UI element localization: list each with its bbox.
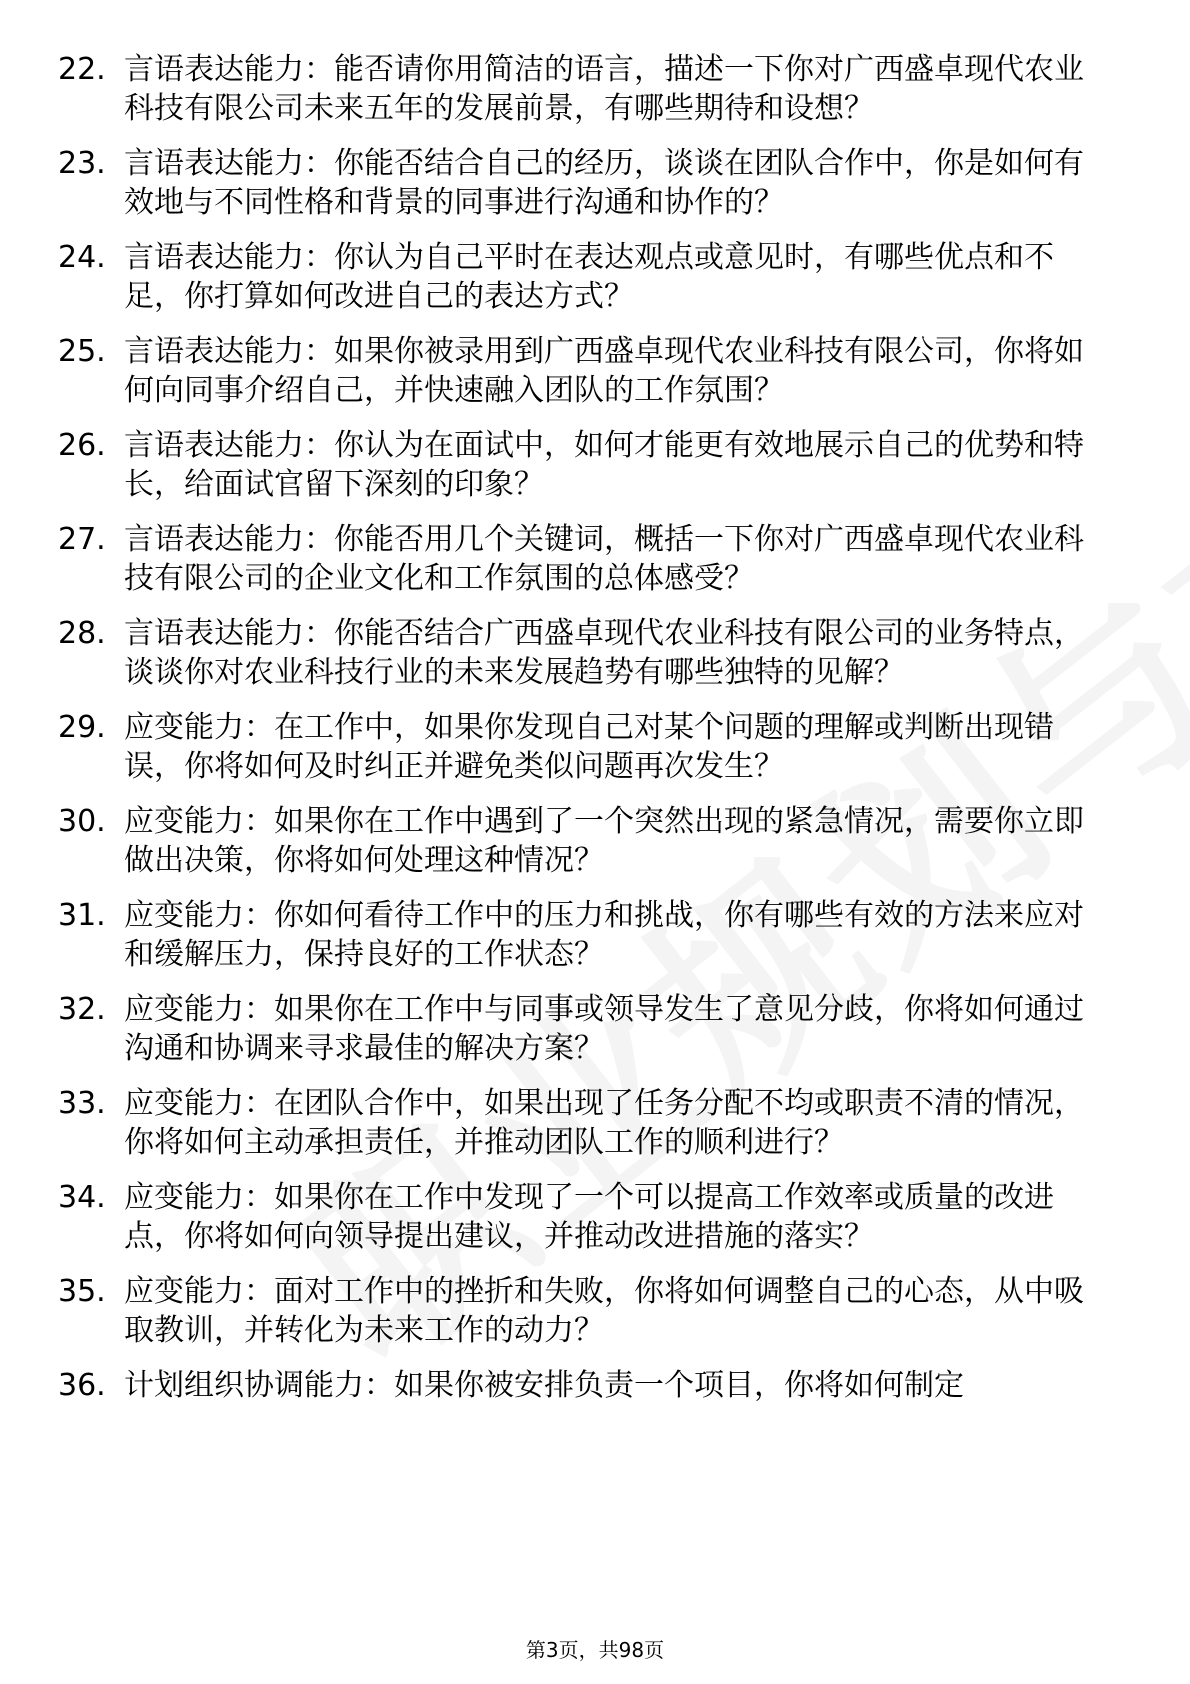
question-item bbox=[58, 238, 1108, 316]
question-number: 33. bbox=[58, 1086, 106, 1121]
question-item bbox=[58, 1178, 1108, 1256]
question-item bbox=[58, 1084, 1108, 1162]
page-number: 第3页，共98页 bbox=[525, 1638, 665, 1662]
question-number: 29. bbox=[58, 710, 106, 745]
question-item bbox=[58, 708, 1108, 786]
question-item bbox=[58, 144, 1108, 222]
question-number: 31. bbox=[58, 898, 106, 933]
question-item bbox=[58, 1366, 1108, 1405]
question-text: 计划组织协调能力：如果你被安排负责一个项目，你将如何制定 bbox=[124, 1368, 964, 1403]
question-item bbox=[58, 802, 1108, 880]
question-text: 应变能力：如果你在工作中与同事或领导发生了意见分歧，你将如何通过沟通和协调来寻求最佳的解决方案？ bbox=[124, 992, 1084, 1066]
question-number: 26. bbox=[58, 428, 106, 463]
question-number: 25. bbox=[58, 334, 106, 369]
question-text: 言语表达能力：如果你被录用到广西盛卓现代农业科技有限公司，你将如何向同事介绍自己，并快速融入团队的工作氛围？ bbox=[124, 334, 1084, 408]
question-text: 言语表达能力：能否请你用简洁的语言，描述一下你对广西盛卓现代农业科技有限公司未来五年的发展前景，有哪些期待和设想？ bbox=[124, 52, 1084, 126]
question-number: 23. bbox=[58, 146, 106, 181]
question-list bbox=[58, 50, 1108, 1421]
question-number: 32. bbox=[58, 992, 106, 1027]
question-text: 言语表达能力：你能否用几个关键词，概括一下你对广西盛卓现代农业科技有限公司的企业文化和工作氛围的总体感受？ bbox=[124, 522, 1084, 596]
question-item bbox=[58, 332, 1108, 410]
question-number: 28. bbox=[58, 616, 106, 651]
question-text: 应变能力：如果你在工作中发现了一个可以提高工作效率或质量的改进点，你将如何向领导提出建议，并推动改进措施的落实？ bbox=[124, 1180, 1054, 1254]
question-number: 27. bbox=[58, 522, 106, 557]
question-item bbox=[58, 50, 1108, 128]
question-text: 应变能力：在工作中，如果你发现自己对某个问题的理解或判断出现错误，你将如何及时纠正并避免类似问题再次发生？ bbox=[124, 710, 1054, 784]
question-text: 应变能力：你如何看待工作中的压力和挑战，你有哪些有效的方法来应对和缓解压力，保持良好的工作状态？ bbox=[124, 898, 1084, 972]
question-item bbox=[58, 614, 1108, 692]
question-number: 24. bbox=[58, 240, 106, 275]
question-item bbox=[58, 1272, 1108, 1350]
question-text: 言语表达能力：你认为自己平时在表达观点或意见时，有哪些优点和不足，你打算如何改进自己的表达方式？ bbox=[124, 240, 1054, 314]
question-text: 言语表达能力：你能否结合自己的经历，谈谈在团队合作中，你是如何有效地与不同性格和背景的同事进行沟通和协作的？ bbox=[124, 146, 1084, 220]
question-item bbox=[58, 990, 1108, 1068]
question-number: 34. bbox=[58, 1180, 106, 1215]
question-number: 22. bbox=[58, 52, 106, 87]
question-text: 应变能力：在团队合作中，如果出现了任务分配不均或职责不清的情况，你将如何主动承担责任，并推动团队工作的顺利进行？ bbox=[124, 1086, 1084, 1160]
question-text: 言语表达能力：你能否结合广西盛卓现代农业科技有限公司的业务特点，谈谈你对农业科技行业的未来发展趋势有哪些独特的见解？ bbox=[124, 616, 1084, 690]
question-item bbox=[58, 896, 1108, 974]
question-text: 言语表达能力：你认为在面试中，如何才能更有效地展示自己的优势和特长，给面试官留下深刻的印象？ bbox=[124, 428, 1084, 502]
question-number: 35. bbox=[58, 1274, 106, 1309]
question-item bbox=[58, 426, 1108, 504]
question-number: 30. bbox=[58, 804, 106, 839]
question-text: 应变能力：面对工作中的挫折和失败，你将如何调整自己的心态，从中吸取教训，并转化为未来工作的动力？ bbox=[124, 1274, 1084, 1348]
question-text: 应变能力：如果你在工作中遇到了一个突然出现的紧急情况，需要你立即做出决策，你将如何处理这种情况？ bbox=[124, 804, 1084, 878]
question-number: 36. bbox=[58, 1368, 106, 1403]
question-item bbox=[58, 520, 1108, 598]
